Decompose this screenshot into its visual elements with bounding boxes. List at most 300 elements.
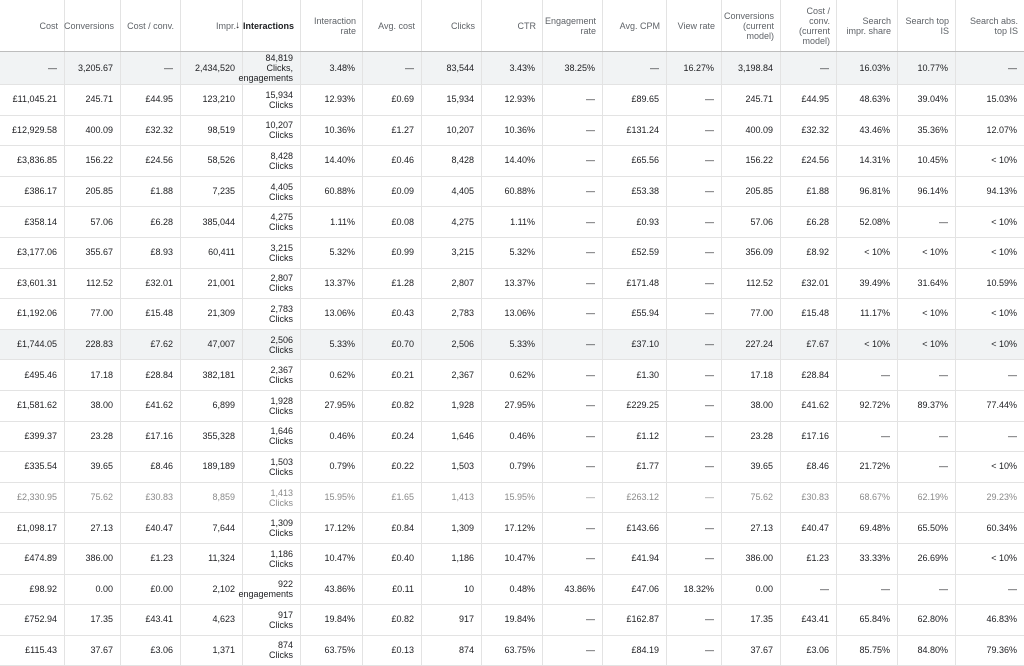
table-cell: 27.95% [482, 391, 543, 421]
table-cell: £40.47 [121, 513, 181, 543]
table-cell: — [1008, 583, 1017, 594]
col-header-avg-cost[interactable] [363, 0, 422, 51]
interactions-value: 2,367 [270, 365, 293, 376]
interactions-cell [243, 269, 301, 299]
table-cell: < 10% [991, 308, 1017, 319]
interactions-value: 917 [277, 609, 293, 620]
table-row[interactable] [0, 177, 1024, 208]
table-cell: £44.95 [121, 85, 181, 115]
table-cell: £0.43 [363, 299, 422, 329]
table-cell: 39.65 [65, 452, 121, 482]
col-header-cost[interactable] [0, 0, 65, 51]
table-cell: 2,506 [422, 330, 482, 360]
table-cell: £11,045.21 [0, 85, 65, 115]
table-cell: 5.32% [482, 238, 543, 268]
table-cell: — [667, 116, 722, 146]
table-cell: 33.33% [837, 544, 898, 574]
table-cell: 10.36% [301, 116, 363, 146]
table-cell: £0.69 [363, 85, 422, 115]
table-cell: 96.81% [837, 177, 898, 207]
interactions-value: 10,207 [265, 120, 293, 131]
table-cell: 69.48% [837, 513, 898, 543]
interactions-unit: Clicks [269, 283, 293, 294]
table-cell: < 10% [991, 339, 1017, 350]
table-cell: 19.84% [482, 605, 543, 635]
col-header-label: Avg. cost [378, 20, 415, 31]
table-cell: — [543, 452, 603, 482]
interactions-value: 15,934 [265, 89, 293, 100]
table-cell: £0.93 [603, 207, 667, 237]
table-cell: 205.85 [65, 177, 121, 207]
table-cell: — [543, 544, 603, 574]
table-cell: £41.94 [603, 544, 667, 574]
table-cell: 1,309 [422, 513, 482, 543]
table-header [0, 0, 1024, 52]
table-cell: 0.62% [301, 360, 363, 390]
interactions-unit: Clicks [269, 436, 293, 447]
table-cell: 13.37% [301, 269, 363, 299]
col-header-clicks[interactable] [422, 0, 482, 51]
table-cell: 63.75% [301, 636, 363, 666]
col-header-avg-cpm[interactable] [603, 0, 667, 51]
col-header-interactions[interactable] [234, 0, 301, 51]
table-cell: £12,929.58 [0, 116, 65, 146]
interactions-cell [243, 177, 301, 207]
table-cell: 112.52 [65, 269, 121, 299]
interactions-unit: Clicks [269, 344, 293, 355]
table-cell: — [667, 207, 722, 237]
table-cell: 79.36% [986, 644, 1017, 655]
table-cell: £43.41 [781, 605, 837, 635]
table-cell: 27.95% [301, 391, 363, 421]
table-cell: 11.17% [837, 299, 898, 329]
table-cell: 23.28 [722, 422, 781, 452]
table-row[interactable] [0, 146, 1024, 177]
table-cell: £3.06 [121, 636, 181, 666]
interactions-value: 4,405 [270, 181, 293, 192]
table-cell: 0.00 [722, 575, 781, 605]
table-row[interactable] [0, 360, 1024, 391]
table-cell: 382,181 [181, 360, 243, 390]
table-cell: £0.13 [363, 636, 422, 666]
interactions-value: 874 [277, 640, 293, 651]
table-cell: 400.09 [65, 116, 121, 146]
table-cell: 227.24 [722, 330, 781, 360]
table-cell: — [667, 452, 722, 482]
col-header-ctr[interactable] [482, 0, 543, 51]
table-row[interactable] [0, 636, 1024, 666]
table-cell: £15.48 [781, 299, 837, 329]
table-cell: 77.00 [65, 299, 121, 329]
interactions-value: 1,503 [270, 456, 293, 467]
table-cell: 156.22 [722, 146, 781, 176]
table-cell: — [667, 391, 722, 421]
col-header-search-abs-top-is[interactable] [956, 0, 1024, 51]
table-cell: — [543, 422, 603, 452]
table-cell: < 10% [837, 238, 898, 268]
interactions-unit: Clicks [269, 222, 293, 233]
table-cell: 1,646 [422, 422, 482, 452]
table-cell: < 10% [991, 155, 1017, 166]
table-cell: £89.65 [603, 85, 667, 115]
table-cell: 17.18 [722, 360, 781, 390]
table-cell: £8.93 [121, 238, 181, 268]
interactions-cell [243, 299, 301, 329]
table-row[interactable] [0, 452, 1024, 483]
table-cell: 7,644 [181, 513, 243, 543]
table-cell: 43.86% [543, 575, 603, 605]
table-cell: £0.11 [363, 575, 422, 605]
table-cell: 43.86% [301, 575, 363, 605]
table-cell: £1.28 [363, 269, 422, 299]
table-cell: 1,371 [181, 636, 243, 666]
table-cell: 57.06 [65, 207, 121, 237]
table-cell: 1,503 [422, 452, 482, 482]
table-cell: £0.09 [363, 177, 422, 207]
table-cell: < 10% [898, 299, 956, 329]
table-cell: — [667, 483, 722, 513]
table-cell: £1.12 [603, 422, 667, 452]
table-cell: 2,807 [422, 269, 482, 299]
table-cell: £358.14 [0, 207, 65, 237]
table-cell: £399.37 [0, 422, 65, 452]
table-row[interactable] [0, 116, 1024, 147]
col-header-label: Conversions (current model) [723, 10, 774, 41]
interactions-unit: Clicks [269, 558, 293, 569]
table-cell: 38.00 [722, 391, 781, 421]
table-cell: 1,186 [422, 544, 482, 574]
interactions-unit: engagements [238, 589, 293, 600]
table-cell: £8.92 [781, 238, 837, 268]
table-cell: 18.32% [667, 575, 722, 605]
table-cell: — [898, 452, 956, 482]
table-cell: 0.00 [65, 575, 121, 605]
interactions-unit: Clicks [269, 650, 293, 661]
table-cell: < 10% [991, 216, 1017, 227]
table-row[interactable] [0, 575, 1024, 606]
table-cell: £1.77 [603, 452, 667, 482]
table-cell: — [667, 269, 722, 299]
interactions-cell [243, 605, 301, 635]
table-cell: £386.17 [0, 177, 65, 207]
table-cell: £84.19 [603, 636, 667, 666]
col-header-search-top-is[interactable] [898, 0, 956, 51]
table-cell: 39.49% [837, 269, 898, 299]
table-row[interactable] [0, 269, 1024, 300]
col-header-impr[interactable] [181, 0, 243, 51]
col-header-engagement-rate[interactable] [543, 0, 603, 51]
table-cell: £3,601.31 [0, 269, 65, 299]
total-cell: 3.43% [482, 52, 543, 84]
table-cell: 14.31% [837, 146, 898, 176]
table-cell: — [837, 360, 898, 390]
table-cell: 15.03% [986, 94, 1017, 105]
table-cell: 84.80% [898, 636, 956, 666]
table-cell: 11,324 [181, 544, 243, 574]
table-cell: £0.46 [363, 146, 422, 176]
table-cell: 75.62 [722, 483, 781, 513]
table-cell: — [543, 85, 603, 115]
table-cell: £32.32 [121, 116, 181, 146]
table-cell: £1,581.62 [0, 391, 65, 421]
table-cell: — [543, 116, 603, 146]
table-row[interactable] [0, 299, 1024, 330]
table-cell: — [898, 575, 956, 605]
interactions-cell [243, 544, 301, 574]
table-cell: 85.75% [837, 636, 898, 666]
table-cell: £8.46 [121, 452, 181, 482]
table-row[interactable] [0, 330, 1024, 361]
table-cell: — [543, 636, 603, 666]
table-cell: — [667, 636, 722, 666]
table-cell: 205.85 [722, 177, 781, 207]
table-cell: 37.67 [722, 636, 781, 666]
table-row[interactable] [0, 513, 1024, 544]
table-cell: 1,413 [422, 483, 482, 513]
table-cell: 23.28 [65, 422, 121, 452]
interactions-value: 8,428 [270, 150, 293, 161]
interactions-unit: engagements [238, 73, 293, 83]
table-cell: £3,177.06 [0, 238, 65, 268]
col-header-label: Cost / conv. [127, 20, 174, 31]
interactions-value: 1,186 [270, 548, 293, 559]
table-cell: £7.62 [121, 330, 181, 360]
total-cell: 3,198.84 [722, 52, 781, 84]
table-cell: £171.48 [603, 269, 667, 299]
table-cell: 46.83% [986, 614, 1017, 625]
table-cell: 10.47% [301, 544, 363, 574]
interactions-cell [243, 146, 301, 176]
table-cell: £0.24 [363, 422, 422, 452]
table-cell: 2,102 [181, 575, 243, 605]
table-cell: 96.14% [898, 177, 956, 207]
table-cell: < 10% [991, 461, 1017, 472]
table-cell: 75.62 [65, 483, 121, 513]
table-cell: £32.01 [781, 269, 837, 299]
table-cell: 68.67% [837, 483, 898, 513]
table-cell: 14.40% [301, 146, 363, 176]
table-cell: 13.06% [301, 299, 363, 329]
table-cell: < 10% [991, 553, 1017, 564]
table-cell: 92.72% [837, 391, 898, 421]
interactions-unit: Clicks [269, 619, 293, 630]
table-cell: 4,623 [181, 605, 243, 635]
table-cell: 112.52 [722, 269, 781, 299]
table-cell: 355,328 [181, 422, 243, 452]
table-cell: 17.12% [301, 513, 363, 543]
total-cell: 3.48% [301, 52, 363, 84]
table-cell: — [543, 146, 603, 176]
interactions-cell [243, 207, 301, 237]
table-cell: 21,001 [181, 269, 243, 299]
table-cell: £0.22 [363, 452, 422, 482]
table-cell: £53.38 [603, 177, 667, 207]
table-cell: 10.36% [482, 116, 543, 146]
table-cell: 228.83 [65, 330, 121, 360]
table-cell: 62.19% [898, 483, 956, 513]
total-cell: 38.25% [543, 52, 603, 84]
table-cell: 27.13 [65, 513, 121, 543]
table-cell: 2,367 [422, 360, 482, 390]
table-cell: — [1008, 430, 1017, 441]
total-cell: — [121, 52, 181, 84]
table-cell: 355.67 [65, 238, 121, 268]
interactions-cell [238, 575, 301, 605]
table-cell: £0.70 [363, 330, 422, 360]
table-cell: 386.00 [65, 544, 121, 574]
total-cell: — [603, 52, 667, 84]
table-cell: 77.00 [722, 299, 781, 329]
col-header-label: Impr. [215, 20, 236, 31]
total-cell: 83,544 [422, 52, 482, 84]
total-cell: 16.03% [837, 52, 898, 84]
table-cell: 58,526 [181, 146, 243, 176]
table-cell: £263.12 [603, 483, 667, 513]
table-cell: £1.30 [603, 360, 667, 390]
table-cell: 26.69% [898, 544, 956, 574]
table-cell: £229.25 [603, 391, 667, 421]
interactions-cell [243, 330, 301, 360]
table-cell: £1.27 [363, 116, 422, 146]
table-cell: £131.24 [603, 116, 667, 146]
table-cell: £28.84 [781, 360, 837, 390]
table-cell: — [667, 513, 722, 543]
table-cell: £15.48 [121, 299, 181, 329]
total-cell: — [0, 52, 65, 84]
table-cell: 10.59% [986, 277, 1017, 288]
col-header-label: Interaction rate [313, 15, 356, 36]
table-row[interactable] [0, 422, 1024, 453]
col-header-conversions-current-model[interactable] [722, 0, 781, 51]
col-header-cost-per-conv[interactable] [121, 0, 181, 51]
table-cell: — [543, 177, 603, 207]
col-header-label: Cost [39, 20, 58, 31]
col-header-label: Interactions [242, 20, 294, 31]
interactions-unit: Clicks [269, 497, 293, 508]
table-cell: — [543, 391, 603, 421]
table-cell: £30.83 [781, 483, 837, 513]
total-interactions-cell [238, 52, 301, 84]
table-cell: 12.93% [301, 85, 363, 115]
table-cell: 65.84% [837, 605, 898, 635]
table-cell: £1,744.05 [0, 330, 65, 360]
table-cell: 21.72% [837, 452, 898, 482]
table-cell: 386.00 [722, 544, 781, 574]
table-cell: 10.47% [482, 544, 543, 574]
table-row[interactable] [0, 391, 1024, 422]
interactions-unit: Clicks [269, 466, 293, 477]
table-cell: £0.82 [363, 391, 422, 421]
table-cell: 15.95% [482, 483, 543, 513]
table-cell: £24.56 [121, 146, 181, 176]
table-cell: £47.06 [603, 575, 667, 605]
col-header-search-impr-share[interactable] [837, 0, 898, 51]
table-cell: £1.65 [363, 483, 422, 513]
col-header-label: Search impr. share [846, 15, 891, 36]
table-row[interactable] [0, 85, 1024, 116]
table-cell: 27.13 [722, 513, 781, 543]
interactions-unit: Clicks [269, 130, 293, 141]
col-header-view-rate[interactable] [667, 0, 722, 51]
table-cell: — [543, 605, 603, 635]
interactions-cell [243, 85, 301, 115]
table-cell: £17.16 [121, 422, 181, 452]
table-cell: 400.09 [722, 116, 781, 146]
table-cell: £1.23 [121, 544, 181, 574]
table-cell: 98,519 [181, 116, 243, 146]
table-cell: 8,428 [422, 146, 482, 176]
col-header-conversions[interactable] [65, 0, 121, 51]
interactions-cell [243, 452, 301, 482]
table-cell: 17.35 [65, 605, 121, 635]
table-cell: £162.87 [603, 605, 667, 635]
table-cell: £32.32 [781, 116, 837, 146]
table-cell: 63.75% [482, 636, 543, 666]
table-row[interactable] [0, 605, 1024, 636]
table-cell: 8,859 [181, 483, 243, 513]
table-row[interactable] [0, 544, 1024, 575]
table-cell: — [543, 238, 603, 268]
table-cell: £44.95 [781, 85, 837, 115]
table-cell: 94.13% [986, 186, 1017, 197]
table-row[interactable] [0, 238, 1024, 269]
table-row[interactable] [0, 207, 1024, 238]
interactions-value: 2,506 [270, 334, 293, 345]
table-cell: — [1008, 369, 1017, 380]
table-cell: 917 [422, 605, 482, 635]
table-cell: £0.99 [363, 238, 422, 268]
table-cell: 123,210 [181, 85, 243, 115]
table-cell: — [667, 85, 722, 115]
table-cell: 5.33% [482, 330, 543, 360]
table-cell: < 10% [898, 238, 956, 268]
table-cell: £6.28 [121, 207, 181, 237]
interactions-cell [243, 483, 301, 513]
table-cell: £24.56 [781, 146, 837, 176]
table-cell: 12.93% [482, 85, 543, 115]
table-cell: 1.11% [301, 207, 363, 237]
table-cell: £2,330.95 [0, 483, 65, 513]
interactions-cell [243, 238, 301, 268]
table-cell: 6,899 [181, 391, 243, 421]
table-cell: — [667, 422, 722, 452]
interactions-value: 1,413 [270, 487, 293, 498]
interactions-value: 2,783 [270, 303, 293, 314]
table-cell: 874 [422, 636, 482, 666]
total-cell: 3,205.67 [65, 52, 121, 84]
table-cell: £6.28 [781, 207, 837, 237]
table-cell: 2,783 [422, 299, 482, 329]
table-cell: 39.65 [722, 452, 781, 482]
table-cell: 7,235 [181, 177, 243, 207]
interactions-unit: Clicks [269, 252, 293, 263]
table-cell: 4,405 [422, 177, 482, 207]
table-cell: £0.40 [363, 544, 422, 574]
col-header-label: Clicks [451, 20, 475, 31]
table-row[interactable] [0, 483, 1024, 514]
table-cell: — [837, 422, 898, 452]
col-header-interaction-rate[interactable] [301, 0, 363, 51]
table-cell: 15,934 [422, 85, 482, 115]
col-header-cost-per-conv-current-model[interactable] [781, 0, 837, 51]
table-cell: £335.54 [0, 452, 65, 482]
table-cell: 156.22 [65, 146, 121, 176]
table-cell: 60.34% [986, 522, 1017, 533]
table-cell: — [543, 483, 603, 513]
table-cell: 31.64% [898, 269, 956, 299]
table-cell: — [543, 269, 603, 299]
table-cell: 12.07% [986, 124, 1017, 135]
